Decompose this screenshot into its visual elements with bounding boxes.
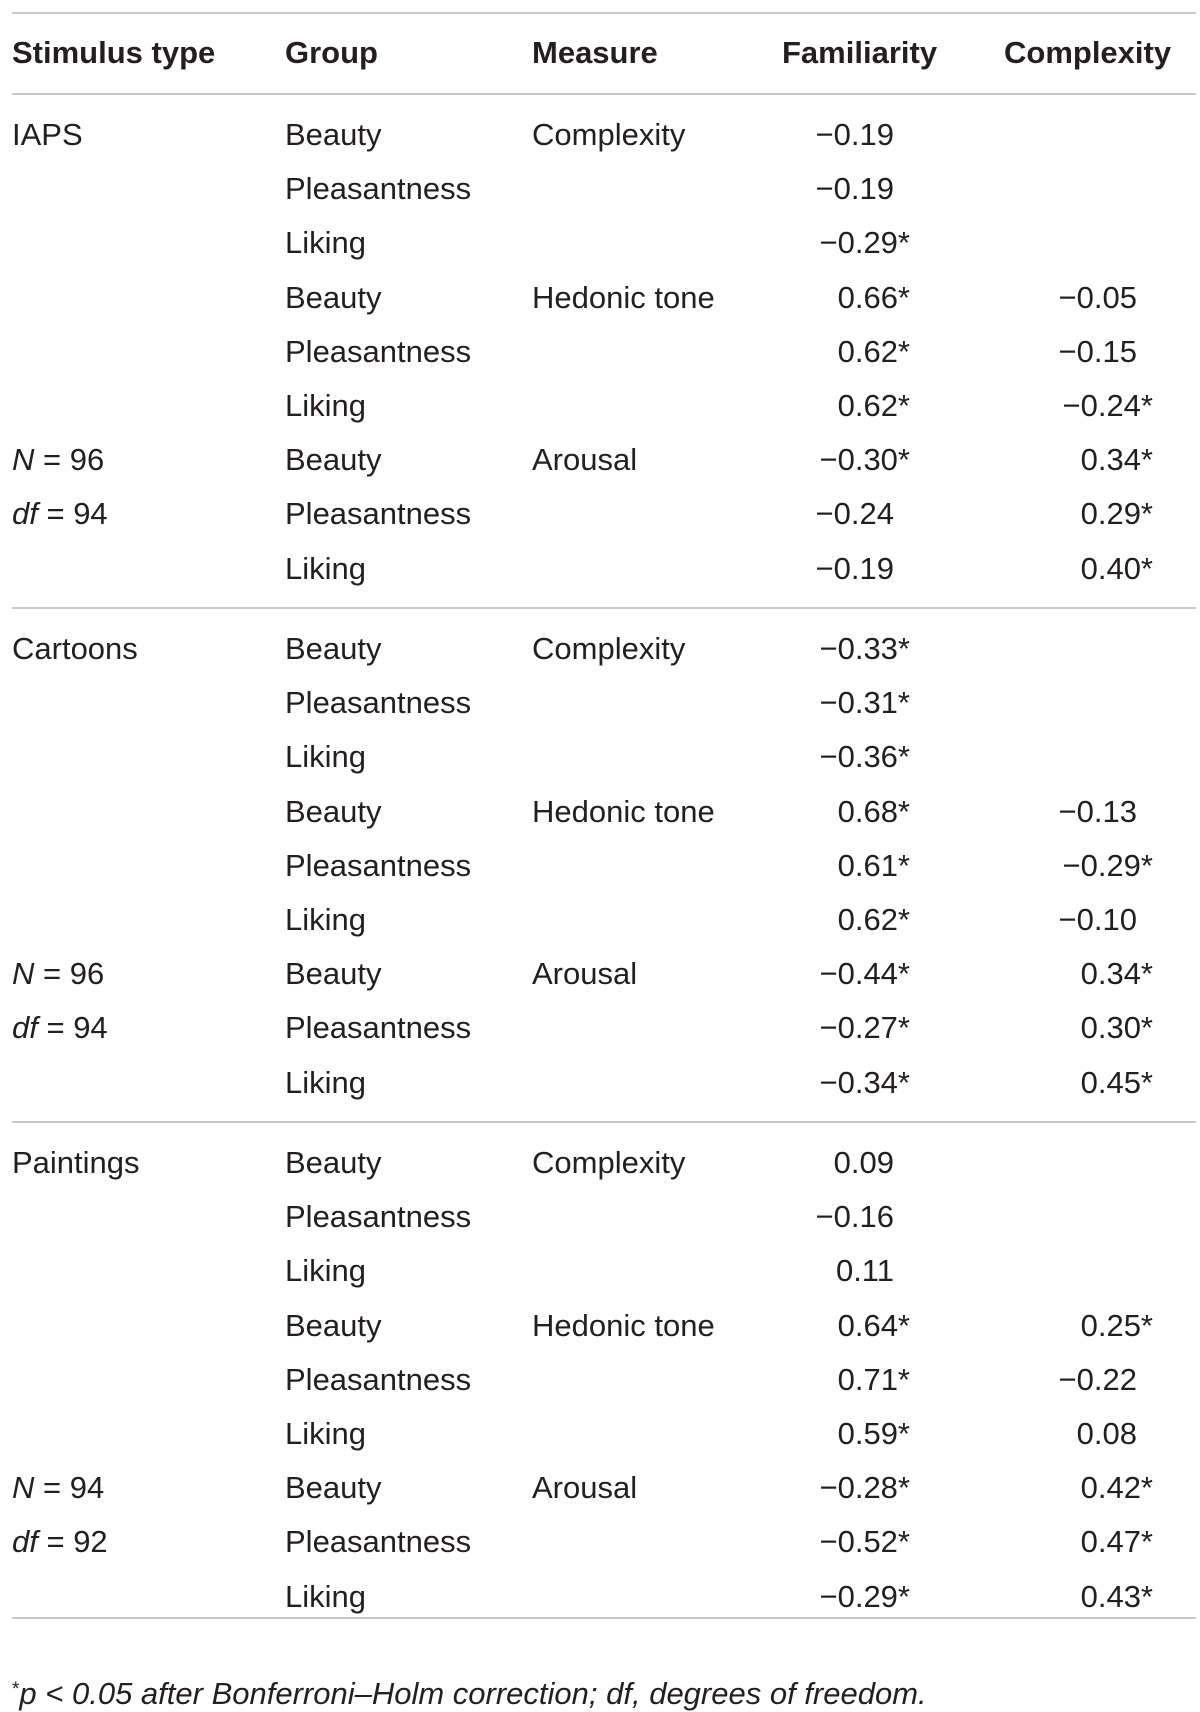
familiarity-cell: −0.27* [819, 1010, 910, 1046]
group-cell: Pleasantness [285, 685, 472, 721]
section-rule [12, 607, 1196, 609]
group-cell: Beauty [285, 279, 382, 315]
familiarity-cell: −0.28* [819, 1470, 910, 1506]
complexity-cell: 0.29* [1080, 496, 1153, 532]
complexity-cell: −0.24* [1062, 388, 1153, 423]
sample-size-label: N = 96 [12, 442, 105, 478]
col-header-stimulus-type: Stimulus type [12, 35, 216, 70]
table-top-rule [12, 12, 1196, 14]
measure-cell: Arousal [532, 442, 638, 478]
complexity-cell: 0.47* [1080, 1524, 1153, 1560]
familiarity-cell: 0.66* [837, 279, 910, 315]
familiarity-cell: −0.24 [815, 496, 894, 532]
group-cell: Beauty [285, 1145, 382, 1180]
complexity-cell: 0.34* [1080, 442, 1153, 478]
group-cell: Beauty [285, 1307, 382, 1343]
familiarity-cell: −0.36* [819, 739, 910, 775]
header-rule [12, 93, 1196, 95]
familiarity-cell: 0.62* [837, 902, 910, 937]
measure-cell: Complexity [532, 117, 686, 152]
familiarity-cell: −0.44* [819, 956, 910, 992]
degrees-freedom-label: df = 92 [12, 1524, 108, 1560]
complexity-cell: 0.42* [1080, 1470, 1153, 1506]
complexity-cell: 0.08 [1076, 1416, 1137, 1451]
measure-cell: Hedonic tone [532, 1307, 715, 1343]
familiarity-cell: 0.64* [837, 1307, 910, 1343]
measure-cell: Hedonic tone [532, 793, 715, 829]
familiarity-cell: −0.29* [819, 1578, 910, 1614]
col-header-complexity: Complexity [1004, 35, 1172, 70]
sample-size-label: N = 96 [12, 956, 105, 992]
complexity-cell: 0.40* [1080, 550, 1153, 586]
col-header-group: Group [285, 35, 378, 70]
group-cell: Liking [285, 388, 366, 423]
familiarity-cell: −0.33* [819, 631, 910, 666]
stimulus-type-label: IAPS [12, 117, 83, 152]
measure-cell: Complexity [532, 1145, 686, 1180]
group-cell: Pleasantness [285, 333, 472, 369]
familiarity-cell: −0.34* [819, 1064, 910, 1100]
familiarity-cell: −0.29* [819, 225, 910, 261]
group-cell: Pleasantness [285, 1010, 472, 1046]
complexity-cell: −0.29* [1062, 847, 1153, 883]
group-cell: Beauty [285, 442, 382, 478]
group-cell: Pleasantness [285, 1361, 472, 1397]
measure-cell: Arousal [532, 956, 638, 992]
complexity-cell: −0.13 [1058, 793, 1137, 829]
group-cell: Pleasantness [285, 1199, 472, 1235]
group-cell: Beauty [285, 1470, 382, 1506]
group-cell: Beauty [285, 117, 382, 152]
group-cell: Liking [285, 550, 366, 586]
group-cell: Pleasantness [285, 1524, 472, 1560]
complexity-cell: 0.30* [1080, 1010, 1153, 1046]
group-cell: Liking [285, 225, 366, 261]
complexity-cell: 0.43* [1080, 1578, 1153, 1614]
familiarity-cell: −0.19 [815, 550, 894, 586]
complexity-cell: 0.45* [1080, 1064, 1153, 1100]
col-header-measure: Measure [532, 35, 658, 70]
degrees-freedom-label: df = 94 [12, 1010, 108, 1046]
section-rule [12, 1617, 1196, 1619]
familiarity-cell: −0.31* [819, 685, 910, 721]
group-cell: Beauty [285, 631, 382, 666]
group-cell: Pleasantness [285, 847, 472, 883]
complexity-cell: −0.15 [1058, 333, 1137, 369]
measure-cell: Complexity [532, 631, 686, 666]
footnote-marker: * [12, 1679, 20, 1700]
familiarity-cell: −0.52* [819, 1524, 910, 1560]
stimulus-type-label: Paintings [12, 1145, 140, 1180]
group-cell: Pleasantness [285, 171, 472, 207]
group-cell: Liking [285, 739, 366, 775]
familiarity-cell: 0.71* [837, 1361, 910, 1397]
measure-cell: Arousal [532, 1470, 638, 1506]
familiarity-cell: 0.09 [833, 1145, 894, 1180]
familiarity-cell: 0.59* [837, 1416, 910, 1451]
col-header-familiarity: Familiarity [782, 35, 938, 70]
familiarity-cell: −0.19 [815, 171, 894, 207]
group-cell: Beauty [285, 956, 382, 992]
degrees-freedom-label: df = 94 [12, 496, 108, 532]
familiarity-cell: −0.19 [815, 117, 894, 152]
measure-cell: Hedonic tone [532, 279, 715, 315]
complexity-cell: 0.34* [1080, 956, 1153, 992]
familiarity-cell: −0.30* [819, 442, 910, 478]
sample-size-label: N = 94 [12, 1470, 105, 1506]
group-cell: Liking [285, 1578, 366, 1614]
familiarity-cell: 0.68* [837, 793, 910, 829]
familiarity-cell: 0.62* [837, 388, 910, 423]
footnote [12, 1676, 927, 1712]
group-cell: Liking [285, 1416, 366, 1451]
section-rule [12, 1121, 1196, 1123]
group-cell: Liking [285, 1064, 366, 1100]
group-cell: Liking [285, 1253, 366, 1289]
familiarity-cell: 0.11 [835, 1253, 894, 1289]
complexity-cell: 0.25* [1080, 1307, 1153, 1343]
group-cell: Pleasantness [285, 496, 472, 532]
footnote-text: p < 0.05 after Bonferroni–Holm correction; df, degrees of freedom. [19, 1676, 927, 1711]
group-cell: Beauty [285, 793, 382, 829]
familiarity-cell: 0.62* [837, 333, 910, 369]
familiarity-cell: 0.61* [837, 847, 910, 883]
group-cell: Liking [285, 902, 366, 937]
stimulus-type-label: Cartoons [12, 631, 138, 666]
complexity-cell: −0.22 [1058, 1361, 1137, 1397]
complexity-cell: −0.05 [1058, 279, 1137, 315]
familiarity-cell: −0.16 [815, 1199, 894, 1235]
complexity-cell: −0.10 [1058, 902, 1137, 937]
